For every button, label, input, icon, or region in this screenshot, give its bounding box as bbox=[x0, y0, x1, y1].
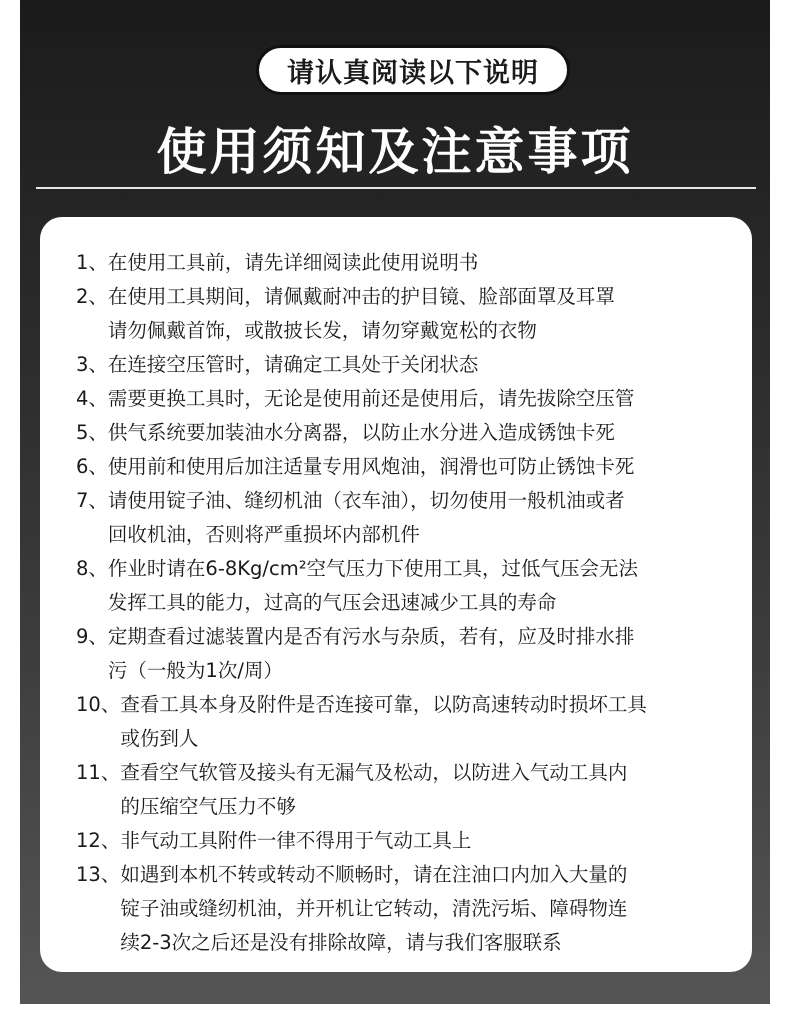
notice-item-number: 4、 bbox=[76, 387, 108, 410]
notice-item-line: 的压缩空气压力不够 bbox=[120, 795, 296, 818]
notice-item-number: 2、 bbox=[76, 285, 108, 308]
notice-item-number: 6、 bbox=[76, 455, 108, 478]
notice-item-text bbox=[108, 280, 615, 348]
notice-item-text bbox=[108, 620, 635, 688]
notice-item bbox=[40, 620, 752, 688]
notice-item bbox=[40, 450, 752, 484]
title-divider bbox=[36, 187, 756, 189]
notice-item-line: 锭子油或缝纫机油，并开机让它转动，清洗污垢、障碍物连 bbox=[120, 897, 628, 920]
notice-item-number: 1、 bbox=[76, 251, 108, 274]
notice-item-text bbox=[120, 688, 647, 756]
notice-item-number: 3、 bbox=[76, 353, 108, 376]
notice-item-line: 定期查看过滤装置内是否有污水与杂质，若有，应及时排水排 bbox=[107, 625, 635, 648]
subtitle-badge bbox=[256, 45, 570, 95]
notice-item bbox=[40, 382, 752, 416]
notice-item-line: 请勿佩戴首饰，或散披长发，请勿穿戴宽松的衣物 bbox=[107, 319, 537, 342]
notice-card bbox=[40, 217, 752, 972]
notice-item-line: 发挥工具的能力，过高的气压会迅速减少工具的寿命 bbox=[107, 591, 557, 614]
notice-item bbox=[40, 280, 752, 348]
notice-item bbox=[40, 688, 752, 756]
notice-item-text bbox=[108, 348, 479, 382]
notice-item-line: 查看工具本身及附件是否连接可靠，以防高速转动时损坏工具 bbox=[120, 693, 647, 716]
notice-item-line: 使用前和使用后加注适量专用风炮油，润滑也可防止锈蚀卡死 bbox=[107, 455, 635, 478]
notice-item-line: 在连接空压管时，请确定工具处于关闭状态 bbox=[107, 353, 479, 376]
notice-item-number: 7、 bbox=[76, 489, 108, 512]
notice-item-text bbox=[108, 416, 615, 450]
notice-item-line: 请使用锭子油、缝纫机油（衣车油），切勿使用一般机油或者 bbox=[107, 489, 625, 512]
page-title: 使用须知及注意事项 bbox=[156, 123, 634, 181]
notice-item bbox=[40, 552, 752, 620]
notice-item bbox=[40, 246, 752, 280]
notice-item bbox=[40, 416, 752, 450]
notice-item-line: 需要更换工具时，无论是使用前还是使用后，请先拔除空压管 bbox=[107, 387, 635, 410]
notice-item-text bbox=[108, 382, 635, 416]
notice-item-text bbox=[108, 484, 625, 552]
notice-item-text bbox=[120, 756, 627, 824]
notice-item-line: 或伤到人 bbox=[120, 727, 199, 750]
notice-item bbox=[40, 484, 752, 552]
notice-item-line: 回收机油，否则将严重损坏内部机件 bbox=[107, 523, 420, 546]
notice-item-number: 8、 bbox=[76, 557, 108, 580]
notice-item-text bbox=[108, 450, 635, 484]
notice-item-line: 污（一般为1次/周） bbox=[107, 659, 283, 682]
notice-item-number: 9、 bbox=[76, 625, 108, 648]
notice-item bbox=[40, 824, 752, 858]
notice-item-line: 作业时请在6-8Kg/cm²空气压力下使用工具，过低气压会无法 bbox=[107, 557, 639, 580]
notice-item-number: 5、 bbox=[76, 421, 108, 444]
notice-item-line: 非气动工具附件一律不得用于气动工具上 bbox=[120, 829, 472, 852]
notice-item-line: 在使用工具前，请先详细阅读此使用说明书 bbox=[107, 251, 479, 274]
notice-item bbox=[40, 348, 752, 382]
notice-list bbox=[40, 246, 752, 960]
notice-item-text bbox=[108, 246, 479, 280]
notice-item-text bbox=[108, 552, 638, 620]
notice-item-line: 供气系统要加装油水分离器，以防止水分进入造成锈蚀卡死 bbox=[107, 421, 615, 444]
notice-item-number: 13、 bbox=[76, 863, 121, 886]
notice-item-line: 在使用工具期间，请佩戴耐冲击的护目镜、脸部面罩及耳罩 bbox=[107, 285, 615, 308]
notice-item-text bbox=[120, 858, 627, 960]
notice-item-line: 续2-3次之后还是没有排除故障，请与我们客服联系 bbox=[120, 931, 562, 954]
notice-item-number: 12、 bbox=[76, 829, 121, 852]
notice-item-number: 10、 bbox=[76, 693, 121, 716]
notice-item-line: 如遇到本机不转或转动不顺畅时，请在注油口内加入大量的 bbox=[120, 863, 628, 886]
notice-item-text bbox=[120, 824, 471, 858]
notice-item-line: 查看空气软管及接头有无漏气及松动，以防进入气动工具内 bbox=[120, 761, 628, 784]
notice-item bbox=[40, 858, 752, 960]
notice-item-number: 11、 bbox=[76, 761, 121, 784]
notice-item bbox=[40, 756, 752, 824]
subtitle-text: 请认真阅读以下说明 bbox=[287, 57, 539, 89]
